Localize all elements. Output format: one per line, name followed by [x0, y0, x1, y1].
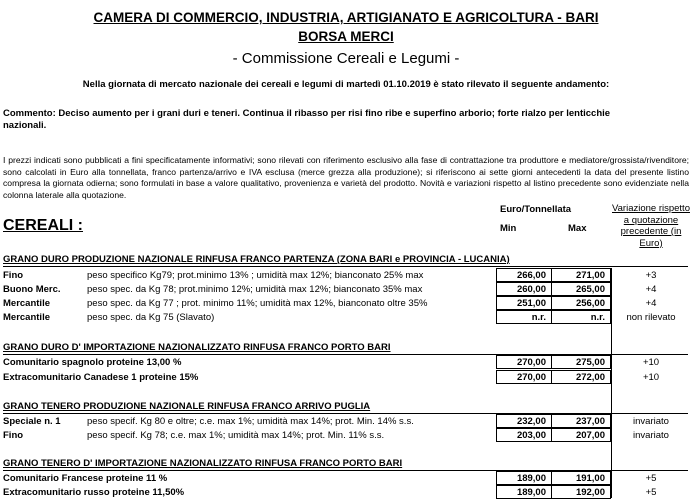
max-header: Max [568, 223, 587, 234]
min-value: 232,00 [516, 416, 546, 427]
min-value: 270,00 [516, 357, 546, 368]
row-label: Fino [3, 270, 24, 281]
section-title: GRANO DURO D' IMPORTAZIONE NAZIONALIZZATO RINFUSA FRANCO PORTO BARI [3, 342, 391, 353]
max-value: 237,00 [575, 416, 605, 427]
max-value: 192,00 [575, 487, 605, 498]
section-rule [3, 266, 688, 267]
max-value: 191,00 [575, 473, 605, 484]
max-value: 207,00 [575, 430, 605, 441]
commission-subtitle: - Commissione Cereali e Legumi - [232, 50, 460, 67]
variation-value: +4 [645, 284, 657, 295]
row-description: peso spec. da Kg 77 ; prot. minimo 11%; umidità max 12%, bianconato oltre 35% [87, 298, 428, 309]
row-label: Speciale n. 1 [3, 416, 61, 427]
min-value: 266,00 [516, 270, 546, 281]
variation-value: invariato [633, 416, 669, 427]
min-value: 189,00 [516, 473, 546, 484]
row-label: Extracomunitario Canadese 1 proteine 15% [3, 372, 199, 383]
variation-value: non rilevato [626, 312, 676, 323]
variation-value: +10 [642, 357, 660, 368]
variation-header-text: Variazione rispetto a quotazione precedente (in Euro) [612, 203, 690, 249]
min-value: 189,00 [516, 487, 546, 498]
row-label: Extracomunitario russo proteine 11,50% [3, 487, 185, 498]
max-value: 256,00 [575, 298, 605, 309]
max-value: 275,00 [575, 357, 605, 368]
max-value: 265,00 [575, 284, 605, 295]
variation-value: +5 [645, 473, 657, 484]
cereali-heading: CEREALI : [3, 217, 83, 234]
row-label: Comunitario spagnolo proteine 13,00 % [3, 357, 182, 368]
row-description: peso spec. da Kg 75 (Slavato) [87, 312, 215, 323]
max-value: 272,00 [575, 372, 605, 383]
section-title: GRANO DURO PRODUZIONE NAZIONALE RINFUSA FRANCO PARTENZA (ZONA BARI e PROVINCIA - LUCANIA) [3, 254, 510, 265]
variation-value: +5 [645, 487, 657, 498]
row-description: peso specifico Kg79; prot.minimo 13% ; umidità max 12%; bianconato 25% max [87, 270, 424, 281]
min-header: Min [500, 223, 517, 234]
chamber-title: CAMERA DI COMMERCIO, INDUSTRIA, ARTIGIANATO E AGRICOLTURA - BARI [93, 10, 599, 25]
section-title: GRANO TENERO D' IMPORTAZIONE NAZIONALIZZATO RINFUSA FRANCO PORTO BARI [3, 458, 403, 469]
row-label: Mercantile [3, 298, 50, 309]
row-label: Comunitario Francese proteine 11 % [3, 473, 168, 484]
min-value: 251,00 [516, 298, 546, 309]
borsa-merci-title: BORSA MERCI [298, 29, 394, 44]
row-label: Buono Merc. [3, 284, 61, 295]
variation-value: +10 [642, 372, 660, 383]
price-disclaimer: I prezzi indicati sono pubblicati a fini specificatamente informativi; sono rilevati con riferimento esclusivo alla fase di contrattazione tra produttore e mediatore/grossista/rivenditore; sono calcolati in Euro alla tonnellata, franco partenza/arrivo e IVA esclusa (merce grezza alla produzione); si riferiscono ai sette giorni antecedenti la data del presente listino compresa la giornata odierna; sono formulati in base a valore qualitativo, provenienza e varietà del prodotto. Novità e variazioni rispetto al listino precedente sono evidenziate nella colonna laterale alla quotazione. [3, 155, 689, 200]
min-value: 260,00 [516, 284, 546, 295]
row-description: peso spec. da Kg 78; prot.minimo 12%; umidità max 12%; bianconato 35% max [87, 284, 423, 295]
row-description: peso specif. Kg 78; c.e. max 1%; umidità max 14%; prot. Min. 11% s.s. [87, 430, 385, 441]
variation-value: +4 [645, 298, 657, 309]
variation-value: +3 [645, 270, 657, 281]
market-intro: Nella giornata di mercato nazionale dei cereali e legumi di martedì 01.10.2019 è stato rilevato il seguente andamento: [82, 79, 610, 90]
max-value: 271,00 [575, 270, 605, 281]
variation-header [612, 203, 690, 249]
variation-value: invariato [633, 430, 669, 441]
row-label: Fino [3, 430, 24, 441]
min-value: 270,00 [516, 372, 546, 383]
row-label: Mercantile [3, 312, 50, 323]
unit-header: Euro/Tonnellata [500, 204, 572, 215]
market-comment: Commento: Deciso aumento per i grani duri e teneri. Continua il ribasso per risi fino ribe e superfino arborio; forte rialzo per lenticchie nazionali. [3, 108, 611, 131]
section-title: GRANO TENERO PRODUZIONE NAZIONALE RINFUSA FRANCO ARRIVO PUGLIA [3, 401, 371, 412]
min-value: n.r. [531, 312, 546, 323]
max-value: n.r. [590, 312, 605, 323]
row-description: peso specif. Kg 80 e oltre; c.e. max 1%; umidità max 14%; prot. Min. 14% s.s. [87, 416, 414, 427]
min-value: 203,00 [516, 430, 546, 441]
